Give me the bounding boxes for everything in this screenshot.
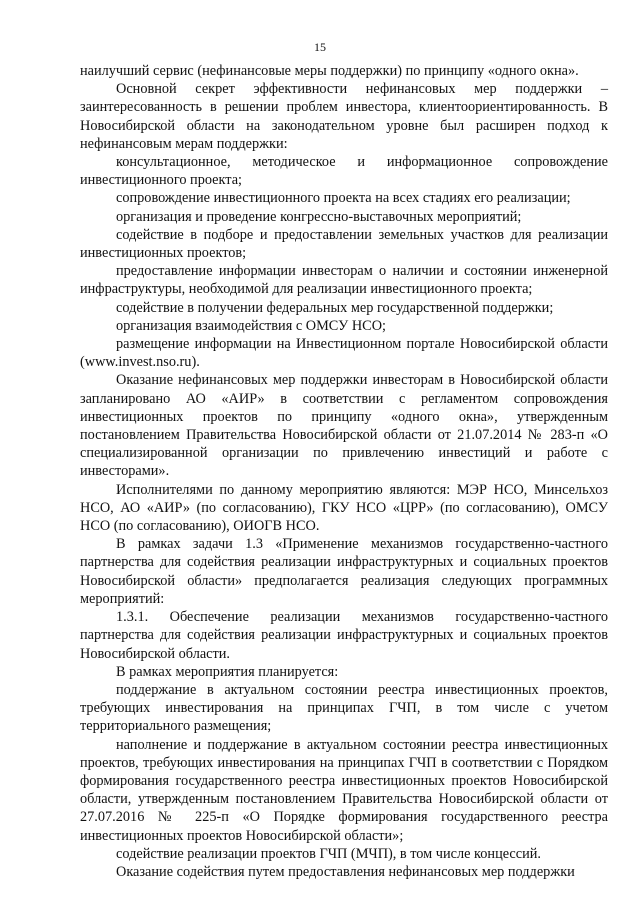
list-item: содействие реализации проектов ГЧП (МЧП), в том числе концессий. (116, 845, 541, 862)
paragraph: Исполнителями по данному мероприятию являются: МЭР НСО, Минсельхоз НСО, АО «АИР» (по согласованию), ГКУ НСО «ЦРР» (по согласованию), ОМСУ НСО (по согласованию), ОИОГВ НСО. (80, 481, 608, 535)
list-item: наполнение и поддержание в актуальном состоянии реестра инвестиционных проектов, требующих инвестирования на принципах ГЧП в соответствии с Порядком формирования государственного реестра инвестиционных проектов Новосибирской области, утвержденным постановлением Правительства Новосибирской области от 27.07.2016 № 225-п «О Порядке формирования государственного реестра инвестиционных проектов Новосибирской области»; (80, 736, 608, 844)
list-item: консультационное, методическое и информационное сопровождение инвестиционного проекта; (80, 154, 608, 189)
paragraph: В рамках задачи 1.3 «Применение механизмов государственно-частного партнерства для содействия реализации инфраструктурных и социальных проектов Новосибирской области» предполагается реализация следующих программных мероприятий: (80, 536, 608, 607)
paragraph: Оказание нефинансовых мер поддержки инвесторам в Новосибирской области запланировано АО «АИР» в соответствии с регламентом сопровождения инвестиционных проектов по принципу «одного окна», утвержденным постановлением Правительства Новосибирской области от 21.07.2014 № 283-п «О специализированной организации по привлечению инвестиций и работе с инвесторами». (80, 372, 608, 480)
list-item: поддержание в актуальном состоянии реестра инвестиционных проектов, требующих инвестирования на принципах ГЧП, в том числе с учетом территориального размещения; (80, 681, 608, 735)
paragraph: Оказание содействия путем предоставления нефинансовых мер поддержки (116, 863, 575, 880)
paragraph: 1.3.1. Обеспечение реализации механизмов государственно-частного партнерства для содействия реализации инфраструктурных и социальных проектов Новосибирской области. (80, 609, 608, 662)
paragraph: Основной секрет эффективности нефинансовых мер поддержки – заинтересованность в решении проблем инвестора, клиентоориентированность. В Новосибирской области на законодательном уровне был расширен подход к нефинансовым мерам поддержки: (80, 81, 608, 152)
list-item: содействие в получении федеральных мер государственной поддержки; (116, 299, 554, 316)
paragraph: В рамках мероприятия планируется: (116, 663, 339, 680)
list-item: размещение информации на Инвестиционном портале Новосибирской области (www.invest.nso.ru). (80, 336, 608, 371)
paragraph: наилучший сервис (нефинансовые меры поддержки) по принципу «одного окна». (80, 63, 579, 79)
document-body (80, 62, 608, 881)
list-item: предоставление информации инвесторам о наличии и состоянии инженерной инфраструктуры, необходимой для реализации инвестиционного проекта; (80, 263, 608, 298)
page-number: 15 (314, 40, 326, 54)
list-item: организация и проведение конгрессно-выставочных мероприятий; (116, 208, 522, 225)
list-item: организация взаимодействия с ОМСУ НСО; (116, 317, 387, 334)
list-item: сопровождение инвестиционного проекта на всех стадиях его реализации; (116, 190, 571, 207)
list-item: содействие в подборе и предоставлении земельных участков для реализации инвестиционных проектов; (80, 226, 608, 262)
